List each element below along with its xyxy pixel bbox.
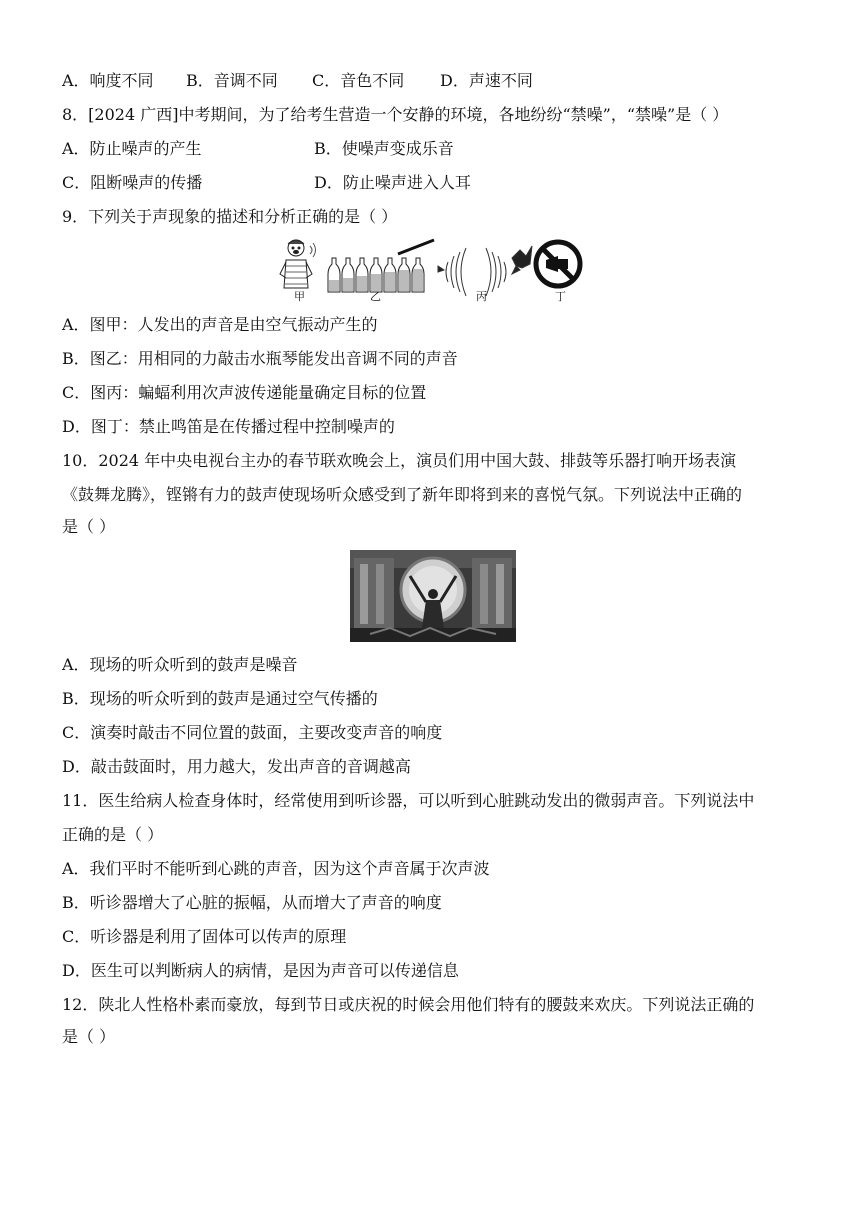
figure-label-ding: 丁 <box>555 290 566 303</box>
no-horn-sign-icon <box>536 242 580 286</box>
q10-stem-line2: 《鼓舞龙腾》，铿锵有力的鼓声使现场听众感受到了新年即将到来的喜悦气氛。下列说法中正确的 <box>62 485 743 504</box>
water-bottles-icon <box>328 240 434 292</box>
q11-stem-line1: 11．医生给病人检查身体时，经常使用到听诊器，可以听到心脏跳动发出的微弱声音。下列说法中 <box>62 791 755 810</box>
q8-stem: 8．[2024 广西]中考期间，为了给考生营造一个安静的环境，各地纷纷“禁噪”，“禁噪”是（ ） <box>62 105 729 124</box>
q11-option-a: A．我们平时不能听到心跳的声音，因为这个声音属于次声波 <box>62 859 490 878</box>
q11-option-d: D．医生可以判断病人的病情，是因为声音可以传递信息 <box>62 961 459 980</box>
q9-stem: 9．下列关于声现象的描述和分析正确的是（ ） <box>62 207 398 226</box>
q11-stem-line2: 正确的是（ ） <box>62 825 164 844</box>
q7-option-d: D．声速不同 <box>440 71 533 90</box>
drum-performance-image <box>350 550 516 642</box>
q9-option-a: A．图甲：人发出的声音是由空气振动产生的 <box>62 315 378 334</box>
q10-stem-line3: 是（ ） <box>62 517 116 536</box>
bat-echolocation-icon <box>438 246 532 296</box>
q12-stem-line2: 是（ ） <box>62 1027 116 1046</box>
q7-option-a: A．响度不同 <box>62 71 154 90</box>
q10-option-c: C．演奏时敲击不同位置的鼓面，主要改变声音的响度 <box>62 723 443 742</box>
q11-option-b: B．听诊器增大了心脏的振幅，从而增大了声音的响度 <box>62 893 442 912</box>
q9-figure <box>276 234 588 308</box>
figure-label-jia: 甲 <box>294 290 305 303</box>
q8-option-c: C．阻断噪声的传播 <box>62 173 203 192</box>
q8-options-row1 <box>62 138 454 160</box>
q11-option-c: C．听诊器是利用了固体可以传声的原理 <box>62 927 347 946</box>
q10-stem-line1: 10．2024 年中央电视台主办的春节联欢晚会上，演员们用中国大鼓、排鼓等乐器打响开场表演 <box>62 451 737 470</box>
q10-option-b: B．现场的听众听到的鼓声是通过空气传播的 <box>62 689 378 708</box>
q9-option-b: B．图乙：用相同的力敲击水瓶琴能发出音调不同的声音 <box>62 349 458 368</box>
drum-performance-photo <box>350 550 516 642</box>
q9-option-d: D．图丁：禁止鸣笛是在传播过程中控制噪声的 <box>62 417 395 436</box>
q7-option-c: C．音色不同 <box>312 71 405 90</box>
q10-option-d: D．敲击鼓面时，用力越大，发出声音的音调越高 <box>62 757 411 776</box>
q8-option-b: B．使噪声变成乐音 <box>314 139 454 158</box>
sound-phenomena-illustration <box>276 234 588 308</box>
q12-stem-line1: 12．陕北人性格朴素而豪放，每到节日或庆祝的时候会用他们特有的腰鼓来欢庆。下列说法正确的 <box>62 995 755 1014</box>
figure-label-yi: 乙 <box>370 290 381 303</box>
person-singing-icon <box>280 240 316 288</box>
q8-option-a: A．防止噪声的产生 <box>62 139 202 158</box>
figure-label-bing: 丙 <box>476 290 487 303</box>
q7-options <box>62 70 533 92</box>
q8-options-row2 <box>62 172 471 194</box>
q10-option-a: A．现场的听众听到的鼓声是噪音 <box>62 655 298 674</box>
q7-option-b: B．音调不同 <box>186 71 278 90</box>
q9-option-c: C．图丙：蝙蝠利用次声波传递能量确定目标的位置 <box>62 383 427 402</box>
q8-option-d: D．防止噪声进入人耳 <box>314 173 471 192</box>
